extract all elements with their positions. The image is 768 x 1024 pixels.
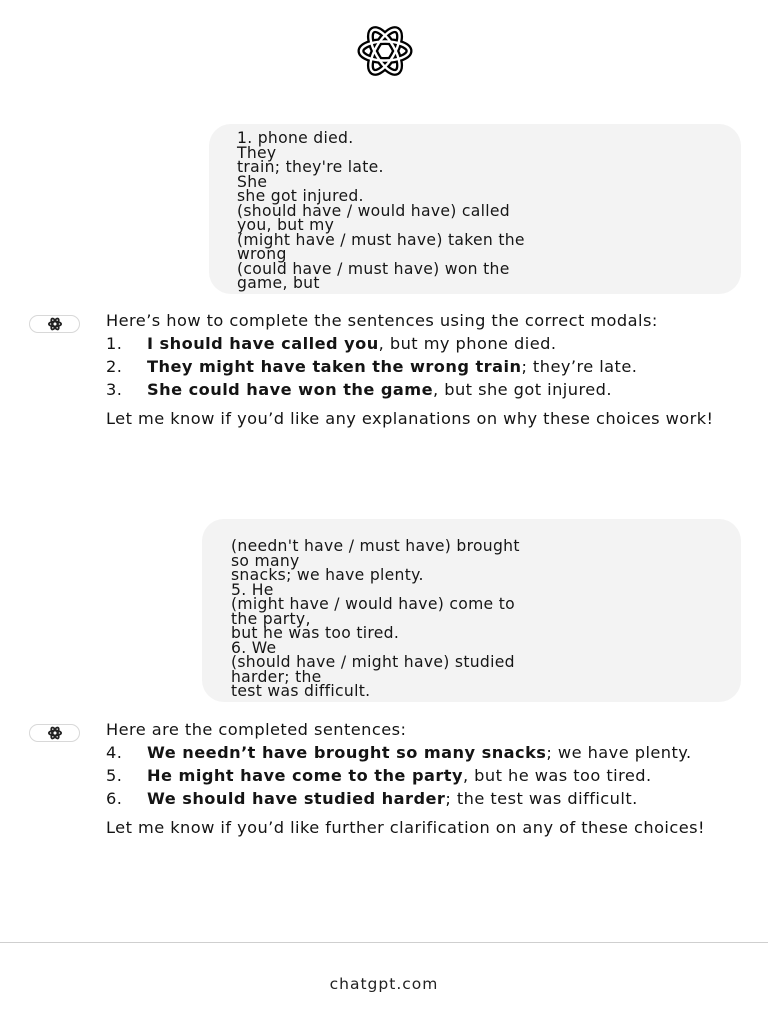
assistant-intro: Here’s how to complete the sentences using the correct modals: <box>106 311 658 330</box>
user-message-line: She <box>237 172 268 191</box>
footer-domain-link[interactable]: chatgpt.com <box>329 975 439 993</box>
user-message-line: the party, <box>231 609 311 628</box>
list-number: 3. <box>106 380 123 399</box>
chatgpt-avatar-icon <box>42 726 68 740</box>
footer-divider <box>0 942 768 943</box>
answer-list <box>106 336 736 397</box>
answer-rest: ; we have plenty. <box>546 743 692 762</box>
user-message-line: snacks; we have plenty. <box>231 566 424 584</box>
user-message-bubble <box>202 519 741 702</box>
list-number: 5. <box>106 766 123 785</box>
assistant-intro: Here are the completed sentences: <box>106 720 407 739</box>
answer-bold: We needn’t have brought so many snacks <box>147 743 547 762</box>
list-number: 4. <box>106 743 123 762</box>
user-message-line: (could have / must have) won the <box>237 259 510 278</box>
assistant-avatar <box>29 315 80 333</box>
user-message-line: 6. We <box>231 638 277 657</box>
user-message-line: you, but my <box>237 216 335 234</box>
user-message-line: test was difficult. <box>231 682 371 700</box>
answer-bold: He might have come to the party <box>147 766 463 785</box>
user-message-line: game, but <box>237 274 320 292</box>
answer-rest: ; they’re late. <box>521 357 638 376</box>
list-item <box>106 768 736 783</box>
user-message-line: she got injured. <box>237 187 364 205</box>
user-message-line: 5. He <box>231 580 274 599</box>
user-message-line: but he was too tired. <box>231 624 400 642</box>
list-item <box>106 336 736 351</box>
chatgpt-avatar-icon <box>42 317 68 331</box>
list-number: 6. <box>106 789 123 808</box>
user-message-line: wrong <box>237 245 287 263</box>
list-item <box>106 791 736 806</box>
user-message-line: (might have / must have) taken the <box>237 230 525 249</box>
user-message-line: 1. phone died. <box>237 129 354 147</box>
answer-list <box>106 745 736 806</box>
user-message-line: They <box>237 143 277 162</box>
chatgpt-logo-icon <box>334 26 436 76</box>
answer-bold: I should have called you <box>147 334 379 353</box>
assistant-outro: Let me know if you’d like further clarification on any of these choices! <box>106 818 705 837</box>
user-message-line: (might have / would have) come to <box>231 595 515 613</box>
assistant-message <box>106 313 736 426</box>
user-message-line: harder; the <box>231 667 322 686</box>
answer-bold: She could have won the game <box>147 380 434 399</box>
answer-rest: , but she got injured. <box>433 380 612 399</box>
user-message-line: (should have / would have) called <box>237 201 510 220</box>
assistant-outro: Let me know if you’d like any explanations on why these choices work! <box>106 409 714 428</box>
user-message-line: so many <box>231 551 300 570</box>
user-message-bubble <box>209 124 741 294</box>
answer-bold: We should have studied harder <box>147 789 446 808</box>
list-item <box>106 382 736 397</box>
assistant-avatar <box>29 724 80 742</box>
user-message-line: train; they're late. <box>237 158 384 176</box>
answer-rest: , but my phone died. <box>378 334 557 353</box>
list-number: 1. <box>106 334 123 353</box>
answer-rest: ; the test was difficult. <box>445 789 638 808</box>
list-item <box>106 359 736 374</box>
answer-bold: They might have taken the wrong train <box>147 357 522 376</box>
answer-rest: , but he was too tired. <box>462 766 652 785</box>
list-number: 2. <box>106 357 123 376</box>
list-item <box>106 745 736 760</box>
assistant-message <box>106 722 736 835</box>
user-message-line: (should have / might have) studied <box>231 653 515 671</box>
user-message-line: (needn't have / must have) brought <box>231 537 520 555</box>
